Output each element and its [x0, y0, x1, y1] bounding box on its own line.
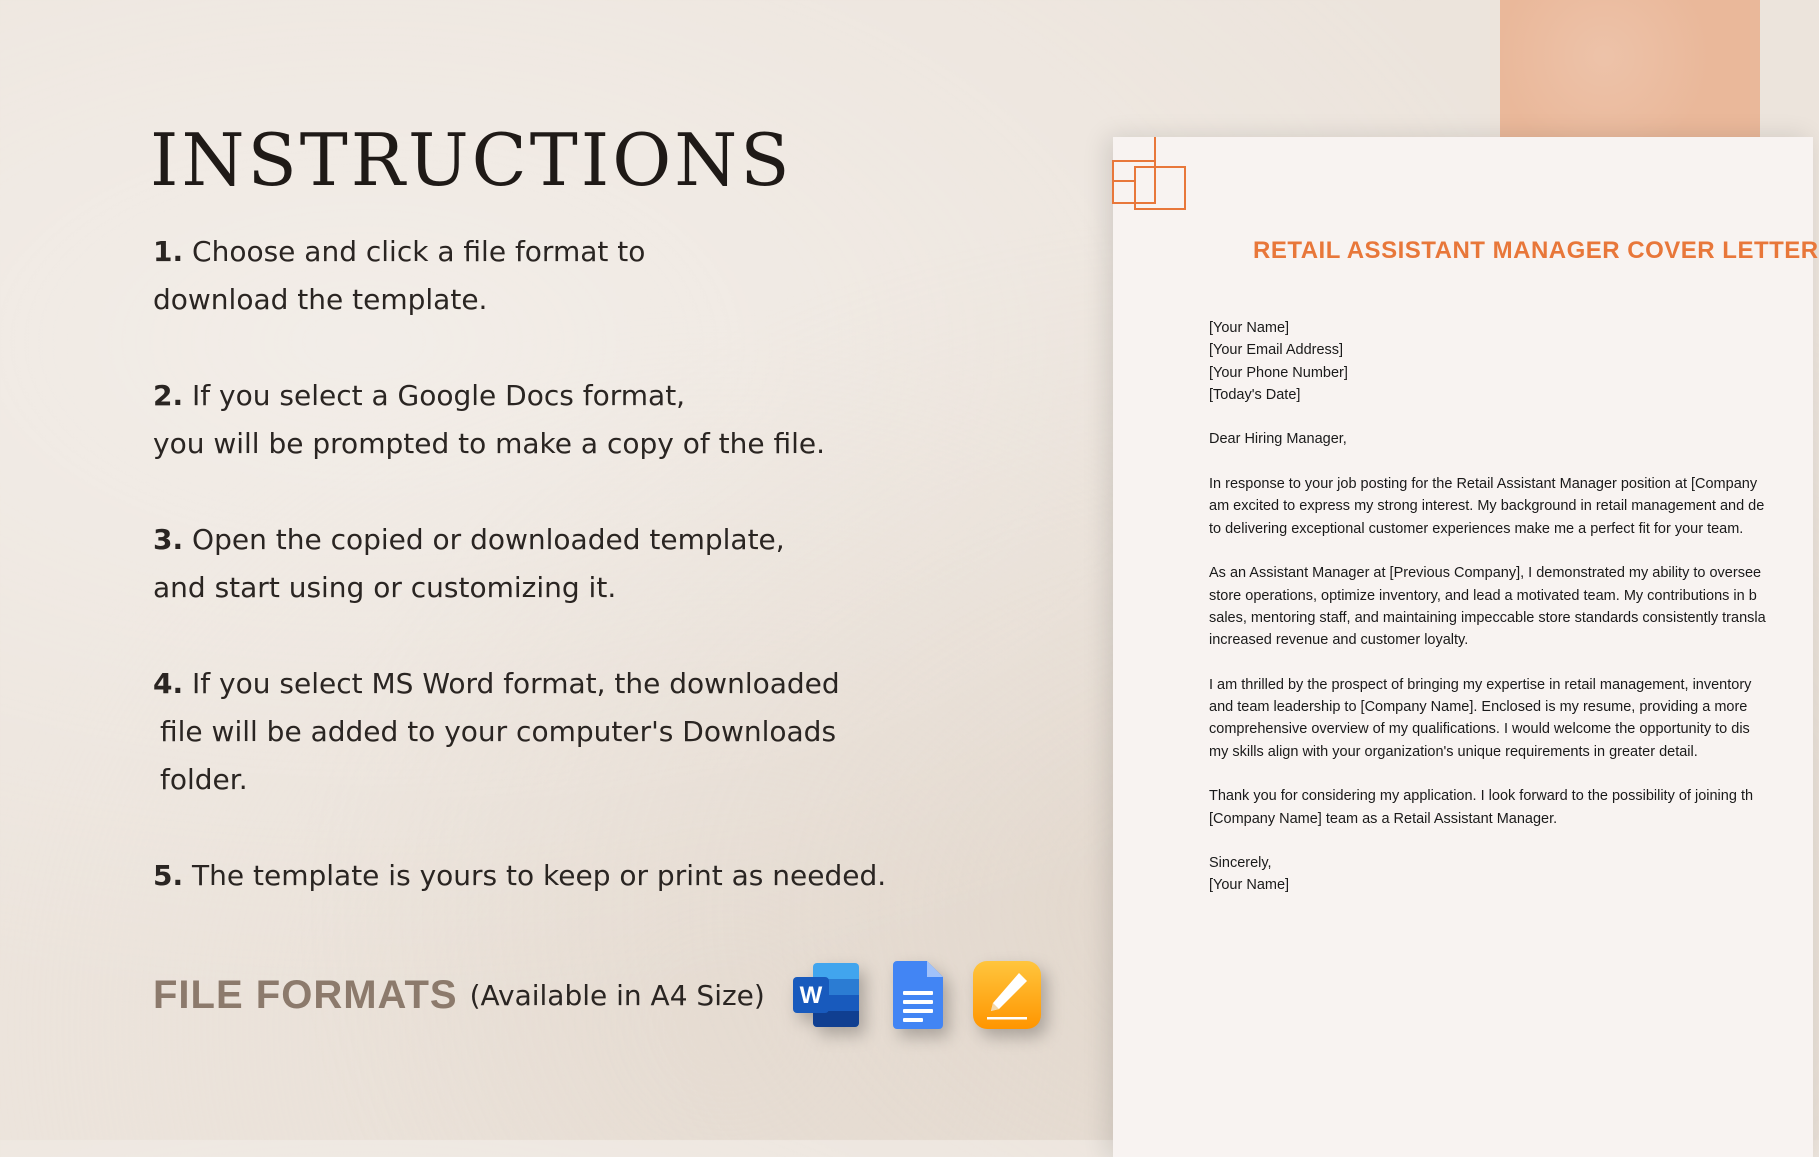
letter-paragraph [1209, 674, 1769, 763]
instruction-steps [153, 228, 913, 948]
paragraph-line: In response to your job posting for the Retail Assistant Manager position at [Company [1209, 476, 1758, 493]
step-number: 1. [153, 235, 184, 268]
salutation-text: Dear Hiring Manager, [1209, 431, 1347, 448]
corner-squares-icon [1113, 137, 1193, 217]
paragraph-line: am excited to express my strong interest. My background in retail management and de [1209, 498, 1765, 515]
paragraph-line: increased revenue and customer loyalty. [1209, 632, 1469, 649]
step-text: download the template. [153, 283, 488, 316]
peach-decor-block [1500, 0, 1760, 140]
file-formats-row [153, 960, 1043, 1030]
closing-line: [Your Name] [1209, 877, 1290, 894]
step-text: file will be added to your computer's Downloads [160, 715, 837, 748]
paragraph-line: [Company Name] team as a Retail Assistant Manager. [1209, 810, 1558, 827]
letter-body [1209, 317, 1769, 919]
step-2 [153, 372, 913, 468]
svg-text:W: W [799, 982, 823, 1009]
step-text: If you select MS Word format, the downloaded [192, 667, 840, 700]
paragraph-line: Thank you for considering my application. I look forward to the possibility of joining th [1209, 788, 1754, 805]
sender-block [1209, 317, 1769, 406]
paragraph-line: to delivering exceptional customer experiences make me a perfect fit for your team. [1209, 520, 1744, 537]
document-preview [1113, 137, 1819, 1157]
step-text: and start using or customizing it. [153, 571, 617, 604]
step-text: If you select a Google Docs format, [192, 379, 686, 412]
paragraph-line: store operations, optimize inventory, and lead a motivated team. My contributions in b [1209, 587, 1757, 604]
paragraph-line: comprehensive overview of my qualifications. I would welcome the opportunity to dis [1209, 721, 1750, 738]
closing-line: Sincerely, [1209, 855, 1272, 872]
paragraph-line: my skills align with your organization's unique requirements in greater detail. [1209, 743, 1698, 760]
document-heading: RETAIL ASSISTANT MANAGER COVER LETTER [1253, 237, 1819, 264]
step-number: 4. [153, 667, 184, 700]
salutation [1209, 428, 1769, 450]
google-docs-icon[interactable] [881, 959, 953, 1031]
letter-paragraph [1209, 785, 1769, 830]
sender-line: [Your Email Address] [1209, 342, 1344, 359]
page-title: INSTRUCTIONS [150, 118, 793, 202]
step-number: 5. [153, 859, 184, 892]
file-formats-title: FILE FORMATS [153, 972, 458, 1017]
paragraph-line: I am thrilled by the prospect of bringing my expertise in retail management, inventory [1209, 676, 1752, 693]
step-3 [153, 516, 913, 612]
paragraph-line: sales, mentoring staff, and maintaining impeccable store standards consistently transla [1209, 609, 1766, 626]
step-4 [153, 660, 913, 804]
step-5 [153, 852, 913, 900]
sender-line: [Your Phone Number] [1209, 364, 1348, 381]
format-icons [791, 959, 1043, 1031]
step-text: Open the copied or downloaded template, [192, 523, 785, 556]
file-formats-note: (Available in A4 Size) [469, 978, 765, 1012]
sender-line: [Your Name] [1209, 320, 1290, 336]
paragraph-line: and team leadership to [Company Name]. Enclosed is my resume, providing a more [1209, 699, 1748, 716]
letter-paragraph [1209, 473, 1769, 540]
letter-paragraph [1209, 562, 1769, 651]
closing-block [1209, 852, 1769, 897]
apple-pages-icon[interactable] [971, 959, 1043, 1031]
sender-line: [Today's Date] [1209, 386, 1301, 403]
paragraph-line: As an Assistant Manager at [Previous Company], I demonstrated my ability to oversee [1209, 565, 1762, 582]
ms-word-icon[interactable] [791, 959, 863, 1031]
step-text: Choose and click a file format to [192, 235, 646, 268]
step-text: you will be prompted to make a copy of the file. [153, 427, 826, 460]
step-text: The template is yours to keep or print as needed. [192, 859, 887, 892]
step-number: 2. [153, 379, 184, 412]
step-text: folder. [160, 763, 248, 796]
step-1 [153, 228, 913, 324]
step-number: 3. [153, 523, 184, 556]
